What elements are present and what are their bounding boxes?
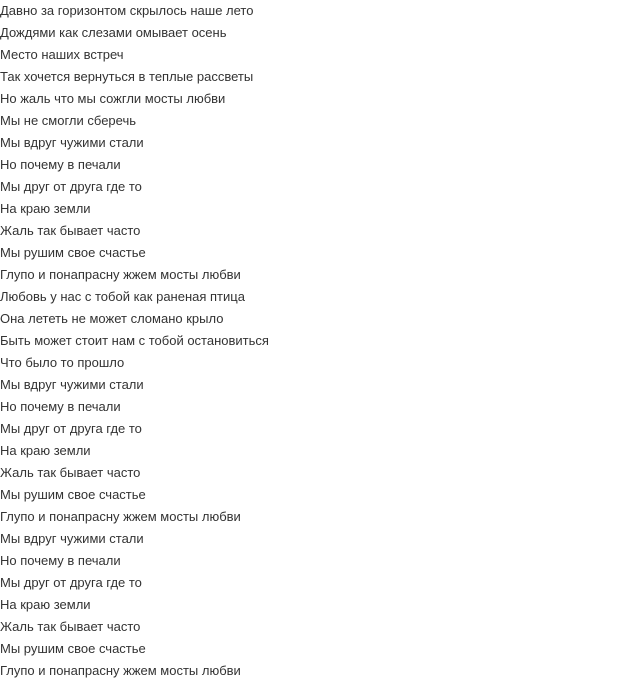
lyric-line: Но жаль что мы сожгли мосты любви bbox=[0, 91, 226, 106]
lyric-line: Быть может стоит нам с тобой остановиться bbox=[0, 333, 269, 348]
lyric-line: Мы друг от друга где то bbox=[0, 575, 142, 590]
lyric-line: Жаль так бывает часто bbox=[0, 223, 141, 238]
lyric-line: Мы вдруг чужими стали bbox=[0, 377, 144, 392]
lyric-line: Так хочется вернуться в теплые рассветы bbox=[0, 69, 254, 84]
lyric-line: Дождями как слезами омывает осень bbox=[0, 25, 227, 40]
lyric-line: Мы рушим свое счастье bbox=[0, 245, 146, 260]
lyric-line: Но почему в печали bbox=[0, 157, 121, 172]
lyric-line: Мы вдруг чужими стали bbox=[0, 531, 144, 546]
lyric-line: Глупо и понапрасну жжем мосты любви bbox=[0, 663, 241, 678]
lyric-line: Мы друг от друга где то bbox=[0, 421, 142, 436]
lyric-line: Мы рушим свое счастье bbox=[0, 641, 146, 656]
lyric-line: Жаль так бывает часто bbox=[0, 619, 141, 634]
lyric-line: На краю земли bbox=[0, 443, 91, 458]
lyric-line: На краю земли bbox=[0, 597, 91, 612]
lyric-line: Что было то прошло bbox=[0, 355, 125, 370]
lyric-line: Жаль так бывает часто bbox=[0, 465, 141, 480]
lyric-line: Но почему в печали bbox=[0, 553, 121, 568]
lyric-line: Глупо и понапрасну жжем мосты любви bbox=[0, 509, 241, 524]
lyric-line: На краю земли bbox=[0, 201, 91, 216]
lyric-line: Она лететь не может сломано крыло bbox=[0, 311, 224, 326]
lyric-line: Но почему в печали bbox=[0, 399, 121, 414]
lyric-line: Мы друг от друга где то bbox=[0, 179, 142, 194]
lyric-line: Мы вдруг чужими стали bbox=[0, 135, 144, 150]
lyric-line: Место наших встреч bbox=[0, 47, 124, 62]
lyric-line: Мы рушим свое счастье bbox=[0, 487, 146, 502]
lyric-line: Глупо и понапрасну жжем мосты любви bbox=[0, 267, 241, 282]
lyric-line: Любовь у нас с тобой как раненая птица bbox=[0, 289, 245, 304]
lyric-line: Мы не смогли сберечь bbox=[0, 113, 136, 128]
lyric-line: Давно за горизонтом скрылось наше лето bbox=[0, 3, 254, 18]
